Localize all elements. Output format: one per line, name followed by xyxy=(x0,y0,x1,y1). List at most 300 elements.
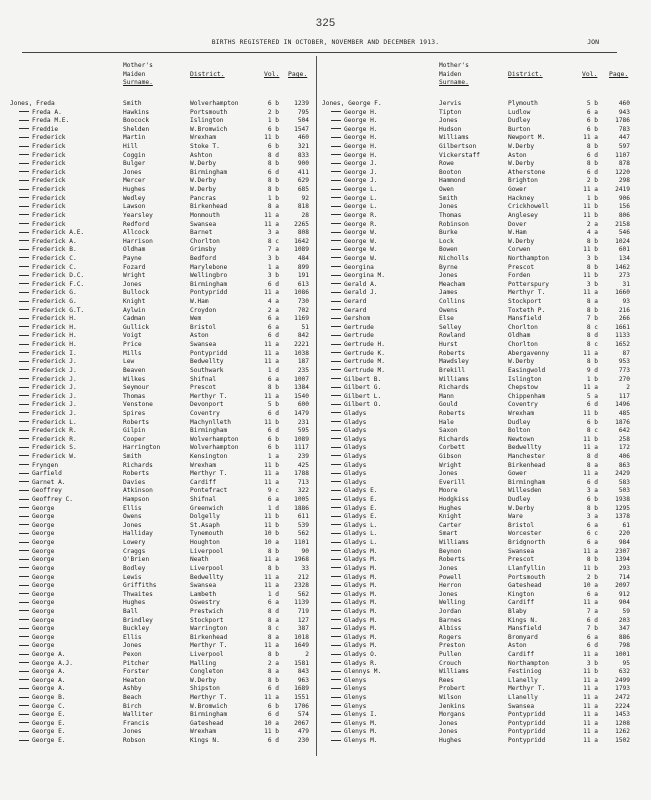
volume: 11 b xyxy=(264,418,279,426)
table-row xyxy=(10,134,310,143)
district: Easingwold xyxy=(508,366,546,374)
child-name xyxy=(322,134,378,143)
mother-maiden-surname: Preston xyxy=(439,642,466,650)
mother-maiden-surname: Bullock xyxy=(123,289,150,297)
mother-maiden-surname: Davies xyxy=(123,478,146,486)
child-name xyxy=(10,341,77,350)
district: W.Derby xyxy=(508,160,535,168)
name-text: George A. xyxy=(32,668,66,676)
volume: 8 d xyxy=(267,607,279,615)
volume: 8 b xyxy=(267,384,279,392)
volume: 11 a xyxy=(583,547,598,555)
ditto-dash xyxy=(19,654,29,655)
page-ref: 1089 xyxy=(294,435,309,443)
ditto-dash xyxy=(19,464,29,465)
name-text: Frederick xyxy=(32,186,66,194)
name-text: George W. xyxy=(344,237,378,245)
ditto-dash xyxy=(331,507,341,508)
district: Pontypridd xyxy=(190,289,228,297)
name-text: George xyxy=(32,539,55,547)
name-text: George A. xyxy=(32,676,66,684)
name-text: George W. xyxy=(344,254,378,262)
ditto-dash xyxy=(19,275,29,276)
table-row xyxy=(10,376,310,385)
district: Wrexham xyxy=(190,728,217,736)
mother-maiden-surname: Jones xyxy=(439,719,458,727)
district: W.Ham xyxy=(190,298,209,306)
child-name xyxy=(322,453,366,462)
district: Lambeth xyxy=(190,590,217,598)
mother-maiden-surname: Bulger xyxy=(123,160,146,168)
name-text: Frederick H. xyxy=(32,341,77,349)
mother-maiden-surname: Martin xyxy=(123,134,146,142)
district: Coventry xyxy=(508,401,538,409)
mother-maiden-surname: Jervis xyxy=(439,100,462,107)
name-text: Glenys I. xyxy=(344,711,378,719)
table-row xyxy=(322,109,642,118)
volume: 3 b xyxy=(267,254,279,262)
ditto-dash xyxy=(331,447,341,448)
ditto-dash xyxy=(19,395,29,396)
district: Liverpool xyxy=(190,651,224,658)
name-text: Frederick J. xyxy=(32,366,77,374)
ditto-dash xyxy=(19,378,29,379)
mother-maiden-surname: Shelden xyxy=(123,125,150,133)
ditto-dash xyxy=(331,438,341,439)
table-row xyxy=(322,582,642,591)
volume: 6 a xyxy=(586,633,598,641)
page-ref: 2265 xyxy=(294,220,309,228)
name-text: George W. xyxy=(344,246,378,254)
child-name xyxy=(10,582,54,591)
ditto-dash xyxy=(19,490,29,491)
name-text: Frederick B. xyxy=(32,246,77,254)
page-ref: 904 xyxy=(618,599,630,607)
name-text: Frederick A.E. xyxy=(32,229,85,237)
page-ref: 1133 xyxy=(615,332,630,340)
name-text: George H. xyxy=(344,117,378,125)
table-row xyxy=(322,246,642,255)
ditto-dash xyxy=(331,619,341,620)
mother-maiden-surname: Heaton xyxy=(123,676,146,684)
mother-maiden-surname: Cooper xyxy=(123,435,146,443)
mother-maiden-surname: Jones xyxy=(439,117,458,125)
volume: 6 b xyxy=(267,444,279,452)
page-ref: 595 xyxy=(297,427,309,435)
district: Malling xyxy=(190,659,217,667)
child-name xyxy=(322,160,378,169)
child-name xyxy=(10,651,66,660)
page-ref: 685 xyxy=(297,186,309,194)
district: Coventry xyxy=(190,409,220,417)
ditto-dash xyxy=(19,524,29,525)
table-row xyxy=(322,728,642,737)
table-row xyxy=(322,513,642,522)
mother-maiden-surname: Wright xyxy=(439,461,462,469)
table-row xyxy=(322,453,642,462)
district: Forden xyxy=(508,272,531,280)
district: Monmouth xyxy=(190,211,220,219)
mother-maiden-surname: Burke xyxy=(439,229,458,237)
volume: 6 b xyxy=(586,418,598,426)
district: Brighton xyxy=(508,177,538,185)
name-text: Georgina xyxy=(344,263,374,271)
mother-maiden-surname: Owens xyxy=(439,306,458,314)
table-row xyxy=(322,642,642,651)
page-ref: 1378 xyxy=(615,513,630,521)
volume: 2 b xyxy=(586,573,598,581)
district: Ashton xyxy=(190,151,213,159)
child-name xyxy=(10,453,77,462)
name-text: George C. xyxy=(32,702,66,710)
volume: 1 d xyxy=(267,366,279,374)
ditto-dash xyxy=(19,404,29,405)
mother-maiden-surname: Yearsley xyxy=(123,211,153,219)
table-row xyxy=(10,591,310,600)
district: Birmingham xyxy=(508,478,546,486)
maiden-surname-header xyxy=(439,62,469,88)
mother-maiden-surname: Owens xyxy=(123,513,142,521)
volume: 6 b xyxy=(267,435,279,443)
district: Swansea xyxy=(190,582,217,590)
table-row xyxy=(10,496,310,505)
child-name xyxy=(322,505,378,514)
vol-header: Vol. xyxy=(582,70,598,78)
district: Merthyr T. xyxy=(190,694,228,702)
child-name xyxy=(322,221,378,230)
table-row xyxy=(322,660,642,669)
mother-maiden-surname: Gould xyxy=(439,401,458,409)
ditto-dash xyxy=(19,516,29,517)
ditto-dash xyxy=(331,645,341,646)
mother-maiden-surname: Knight xyxy=(123,298,146,306)
name-text: Gladys M. xyxy=(344,564,378,572)
page-ref: 963 xyxy=(297,676,309,684)
name-text: Glenys xyxy=(344,676,367,684)
volume: 2 a xyxy=(267,306,279,314)
mother-maiden-surname: Williams xyxy=(439,668,469,676)
table-row xyxy=(10,401,310,410)
header-line: Maiden xyxy=(123,70,146,78)
ditto-dash xyxy=(19,309,29,310)
name-text: Frederick G. xyxy=(32,298,77,306)
ditto-dash xyxy=(331,326,341,327)
child-name xyxy=(10,694,66,703)
volume: 8 c xyxy=(586,427,598,435)
mother-maiden-surname: Bodley xyxy=(123,564,146,572)
page-ref: 347 xyxy=(618,625,630,633)
child-name xyxy=(10,668,66,677)
ditto-dash xyxy=(331,421,341,422)
volume: 10 b xyxy=(264,530,279,538)
ditto-dash xyxy=(19,714,29,715)
name-text: George xyxy=(32,547,55,555)
page-ref: 1649 xyxy=(294,642,309,650)
volume: 7 a xyxy=(586,607,598,615)
volume: 10 a xyxy=(264,719,279,727)
volume: 8 c xyxy=(586,341,598,349)
ditto-dash xyxy=(19,421,29,422)
name-text: Gladys xyxy=(344,478,367,486)
mother-maiden-surname: Thomas xyxy=(439,211,462,219)
mother-maiden-surname: Ball xyxy=(123,607,138,615)
child-name xyxy=(10,617,54,626)
volume: 11 b xyxy=(583,246,598,254)
table-row xyxy=(322,419,642,428)
child-name xyxy=(10,177,66,186)
ditto-dash xyxy=(331,559,341,560)
district: Warrington xyxy=(190,625,228,633)
mother-maiden-surname: Richards xyxy=(439,384,469,392)
name-text: George H. xyxy=(344,151,378,159)
page-ref: 1169 xyxy=(294,315,309,323)
district: Merthyr T. xyxy=(190,642,228,650)
ditto-dash xyxy=(331,344,341,345)
volume: 6 b xyxy=(586,117,598,125)
child-name xyxy=(10,203,66,212)
table-row xyxy=(322,539,642,548)
table-row xyxy=(322,203,642,212)
child-name xyxy=(322,574,378,583)
volume: 6 d xyxy=(586,168,598,176)
volume: 8 b xyxy=(586,160,598,168)
volume: 11 a xyxy=(583,728,598,736)
child-name xyxy=(322,651,378,660)
table-row xyxy=(322,505,642,514)
volume: 11 a xyxy=(264,341,279,349)
district: Burton xyxy=(508,125,531,133)
table-row xyxy=(322,367,642,376)
volume: 3 b xyxy=(586,280,598,288)
name-text: George xyxy=(32,573,55,581)
ditto-dash xyxy=(331,395,341,396)
mother-maiden-surname: Jones xyxy=(123,728,142,736)
mother-maiden-surname: Coggin xyxy=(123,151,146,159)
page-ref: 1024 xyxy=(615,237,630,245)
name-text: Gladys xyxy=(344,444,367,452)
ditto-dash xyxy=(331,292,341,293)
mother-maiden-surname: Harrison xyxy=(123,237,153,245)
table-row xyxy=(10,358,310,367)
child-name xyxy=(10,470,62,479)
child-name xyxy=(322,728,378,737)
name-text: Frederick C. xyxy=(32,254,77,262)
volume: 11 a xyxy=(583,384,598,392)
mother-maiden-surname: Jones xyxy=(439,564,458,572)
district: Chepstow xyxy=(508,384,538,392)
volume: 8 a xyxy=(586,298,598,306)
ditto-dash xyxy=(331,266,341,267)
mother-maiden-surname: Fozard xyxy=(123,263,146,271)
mother-maiden-surname: Rees xyxy=(439,676,454,684)
child-name xyxy=(10,229,84,238)
ditto-dash xyxy=(19,189,29,190)
ditto-dash xyxy=(19,550,29,551)
name-text: Frederick J. xyxy=(32,358,77,366)
ditto-dash xyxy=(19,438,29,439)
ditto-dash xyxy=(331,189,341,190)
volume: 6 b xyxy=(586,496,598,504)
table-row xyxy=(322,703,642,712)
name-text: Frederick J. xyxy=(32,409,77,417)
ditto-dash xyxy=(19,455,29,456)
district: Atherstone xyxy=(508,168,546,176)
name-text: Gertrude xyxy=(344,332,374,340)
name-text: Gladys M. xyxy=(344,633,378,641)
name-text: Frederick xyxy=(32,168,66,176)
name-text: George xyxy=(32,504,55,512)
table-row xyxy=(322,160,642,169)
name-text: Freddie xyxy=(32,125,59,133)
table-row xyxy=(322,530,642,539)
name-text: George xyxy=(32,607,55,615)
page-ref: 546 xyxy=(618,229,630,237)
ditto-dash xyxy=(19,619,29,620)
name-text: Georgina M. xyxy=(344,272,385,280)
mother-maiden-surname: Jones xyxy=(123,280,142,288)
volume: 8 b xyxy=(586,556,598,564)
volume: 6 d xyxy=(586,642,598,650)
district: Swansea xyxy=(508,702,535,710)
table-row xyxy=(10,530,310,539)
district: Prestwich xyxy=(190,607,224,615)
page-ref: 230 xyxy=(297,737,309,745)
volume: 6 d xyxy=(267,711,279,719)
page-ref: 806 xyxy=(618,211,630,219)
page-ref: 258 xyxy=(618,435,630,443)
page-ref: 1938 xyxy=(615,496,630,504)
ditto-dash xyxy=(19,301,29,302)
mother-maiden-surname: Griffiths xyxy=(123,582,157,590)
name-text: George J. xyxy=(344,177,378,185)
mother-maiden-surname: Forster xyxy=(123,668,150,676)
page-ref: 833 xyxy=(297,151,309,159)
page-ref: 2 xyxy=(626,384,630,392)
district: Birmingham xyxy=(190,427,228,435)
mother-maiden-surname: Jordan xyxy=(439,607,462,615)
district: Merthyr T. xyxy=(508,685,546,693)
ditto-dash xyxy=(331,654,341,655)
mother-maiden-surname: Jones xyxy=(439,728,458,736)
mother-maiden-surname: Mercer xyxy=(123,177,146,185)
table-row xyxy=(10,143,310,152)
table-row xyxy=(10,264,310,273)
district: Aston xyxy=(508,642,527,650)
page-ref: 321 xyxy=(297,143,309,151)
page-ref: 298 xyxy=(618,177,630,185)
mother-maiden-surname: Wright xyxy=(123,272,146,280)
mother-maiden-surname: Roberts xyxy=(439,556,466,564)
volume: 6 d xyxy=(267,737,279,745)
volume: 8 b xyxy=(267,564,279,572)
name-text: George R. xyxy=(344,211,378,219)
ditto-dash xyxy=(19,180,29,181)
volume: 8 b xyxy=(586,358,598,366)
mother-maiden-surname: Carter xyxy=(439,521,462,529)
table-row xyxy=(10,634,310,643)
district: Prescot xyxy=(508,556,535,564)
district: Bedwellty xyxy=(190,573,224,581)
volume: 11 a xyxy=(264,349,279,357)
table-row xyxy=(10,582,310,591)
table-row xyxy=(10,255,310,264)
ditto-dash xyxy=(331,171,341,172)
ditto-dash xyxy=(331,722,341,723)
mother-maiden-surname: Hughes xyxy=(439,504,462,512)
page-ref: 2224 xyxy=(615,702,630,710)
child-name xyxy=(322,617,378,626)
volume: 11 b xyxy=(264,461,279,469)
district: Newtown xyxy=(508,435,535,443)
name-text: Gladys xyxy=(344,427,367,435)
ditto-dash xyxy=(19,533,29,534)
child-name xyxy=(10,186,66,195)
district: Pontypridd xyxy=(508,719,546,727)
ditto-dash xyxy=(331,309,341,310)
child-name xyxy=(322,307,366,316)
ditto-dash xyxy=(331,455,341,456)
name-text: Frederick xyxy=(32,177,66,185)
page-ref: 485 xyxy=(618,409,630,417)
ditto-dash xyxy=(19,705,29,706)
name-text: Fryngen xyxy=(32,461,59,469)
volume: 8 b xyxy=(267,160,279,168)
name-text: George A. xyxy=(32,651,66,658)
name-text: Frederick G.T. xyxy=(32,306,85,314)
name-text: Frederick xyxy=(32,194,66,202)
ditto-dash xyxy=(331,567,341,568)
name-text: George J. xyxy=(344,168,378,176)
table-row xyxy=(322,307,642,316)
volume: 7 a xyxy=(267,246,279,254)
child-name xyxy=(322,367,385,376)
mother-maiden-surname: Walliter xyxy=(123,711,153,719)
volume: 11 a xyxy=(264,289,279,297)
mother-maiden-surname: Hawkins xyxy=(123,108,150,116)
mother-maiden-surname: Lawson xyxy=(123,203,146,211)
page-ref: 1384 xyxy=(294,384,309,392)
ditto-dash xyxy=(19,206,29,207)
ditto-dash xyxy=(19,120,29,121)
ditto-dash xyxy=(331,223,341,224)
table-row xyxy=(10,203,310,212)
child-name xyxy=(322,410,366,419)
table-row xyxy=(10,109,310,118)
district: Tynemouth xyxy=(190,530,224,538)
table-row xyxy=(322,100,642,109)
district: Manchester xyxy=(508,452,546,460)
page-ref: 1581 xyxy=(294,659,309,667)
ditto-dash xyxy=(19,232,29,233)
name-text: Gladys E. xyxy=(344,504,378,512)
ditto-dash xyxy=(331,111,341,112)
page-ref: 61 xyxy=(622,521,630,529)
name-text: Gladys L. xyxy=(344,530,378,538)
volume: 11 a xyxy=(583,711,598,719)
page-ref: 562 xyxy=(297,530,309,538)
mother-maiden-surname: Roberts xyxy=(123,470,150,478)
header-line: Mother's xyxy=(439,62,469,69)
district: Northampton xyxy=(508,254,549,262)
district: Barnet xyxy=(190,229,213,237)
district: Corwen xyxy=(508,246,531,254)
district: St.Asaph xyxy=(190,521,220,529)
district: Aston xyxy=(190,332,209,340)
district: Islington xyxy=(508,375,542,383)
child-name xyxy=(322,109,378,118)
mother-maiden-surname: Redford xyxy=(123,220,150,228)
name-text: George H. xyxy=(344,143,378,151)
